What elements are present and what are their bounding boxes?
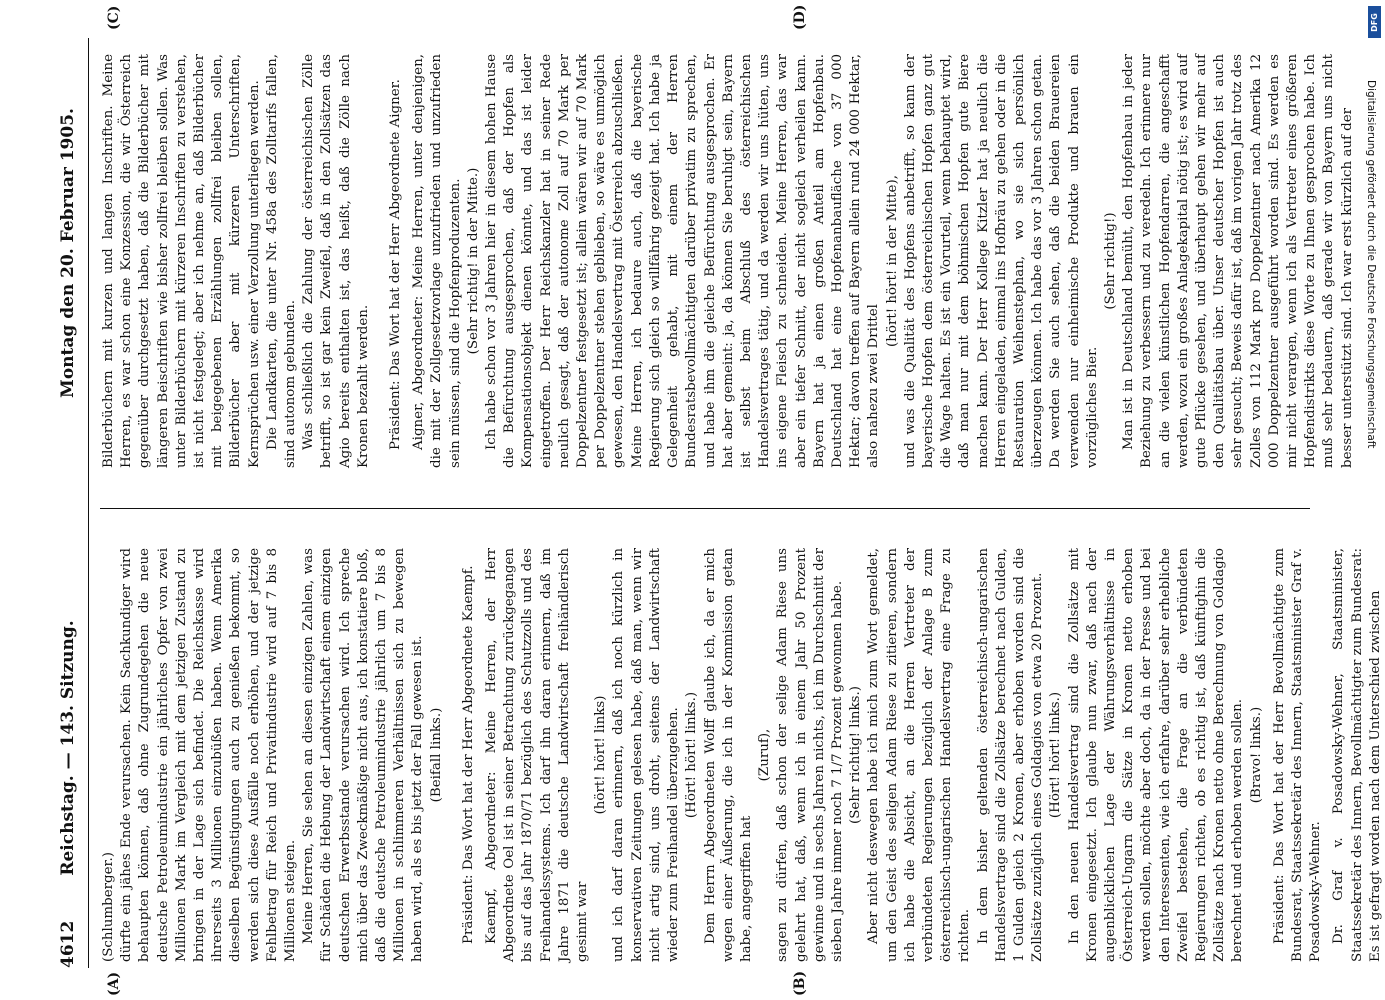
- interjection: (Bravo! links.): [1248, 706, 1264, 804]
- interjection: (Sehr richtig!): [1102, 212, 1118, 310]
- paragraph: Dem Herrn Abgeordneten Wolff glaube ich, da er mich wegen einer Äußerung, die ich in der Kommission getan habe, angegriffen hat: [702, 548, 754, 962]
- speaker-reference: (Schlumberger.): [101, 852, 116, 962]
- paragraph: dürfte ein jähes Ende verursachen. Kein Sachkundiger wird behaupten können, daß ohne Zugrundegehen die neue deutsche Petroleumindustrie ein jährliches Opfer von zwei Millionen Mark im Vergleich mit dem jetzigen Zustand zu bringen in der Lage sich befindet. Die Reichskasse wird ihrerseits 3 Millionen einzubüßen haben. Wenn Amerika dieselben Begünstigungen auch zu genießen bekommt, so werden sich diese Ausfälle noch erhöhen, und der jetzige Fehlbetrag für Reich und Privatindustrie wird auf 7 bis 8 Millionen steigen.: [119, 548, 299, 962]
- interjection: (Sehr richtig! links.): [848, 686, 864, 824]
- speaker-paragraph: Präsident: Das Wort hat der Herr Abgeordnete Aigner.: [388, 79, 404, 450]
- left-column: [100, 548, 1383, 962]
- margin-mark-d: (D): [792, 4, 808, 30]
- paragraph: Bilderbüchern mit kurzen und langen Inschriften. Meine Herren, es war schon eine Konzession, die wir Österreich gegenüber durchgesetzt haben, daß die Bilderbücher mit längeren Beischriften wie bisher zollfrei bleiben sollen. Was unter Bilderbüchern mit kürzeren Inschriften zu verstehen, ist nicht festgelegt; aber ich nehme an, daß Bilderbücher mit beigegebenen Erzählungen zollfrei bleiben sollen, Bilderbücher aber mit kürzeren Unterschriften, Kernsprüchen usw. einer Verzollung unterliegen werden.: [101, 54, 262, 468]
- session-date: Montag den 20. Februar 1905.: [58, 108, 78, 398]
- interjection: (Hört! hört! links.): [684, 691, 700, 819]
- speaker-paragraph: Aigner, Abgeordneter: Meine Herren, unter denjenigen, die mit der Zollgesetzvorlage unzufrieden und unzufrieden sein müssen, sind die Hopfenproduzenten.: [411, 54, 463, 468]
- paragraph: Aber nicht deswegen habe ich mich zum Wort gemeldet, um den Geist des seligen Adam Riese zu zitieren, sondern ich habe die Absicht, an die Herren Vertreter der verbündeten Regierungen bezüglich der Anlage B zum österreichisch-ungarischen Handelsvertrag eine Frage zu richten.: [866, 548, 973, 962]
- interjection: (Hört! hört! links.): [1048, 691, 1064, 819]
- speaker-paragraph: Dr. Graf v. Posadowsky-Wehner, Staatsminister, Staatssekretär des Innern, Bevollmächtigter zum Bundesrat: Es ist gefragt worden nach dem Unterschied zwischen: [1331, 548, 1383, 962]
- digitization-note: Digitalisierung gefördert durch die Deutsche Forschungsgemeinschaft: [1365, 80, 1377, 449]
- digitization-footer: [1355, 40, 1383, 980]
- interjection: (Beifall links.): [428, 707, 444, 803]
- column-divider: [100, 508, 1310, 509]
- paragraph: sagen zu dürfen, daß schon der selige Adam Riese uns gelehrt hat, daß, wenn ich in einem Jahr 50 Prozent gewinne und in sechs Jahren nichts, ich im Durchschnitt der sieben Jahre immer noch 7 1/7 Prozent gewonnen habe.: [775, 548, 845, 962]
- interjection: (hört! hört! links): [593, 695, 609, 815]
- speaker-paragraph: Präsident: Das Wort hat der Herr Bevollmächtigte zum Bundesrat, Staatssekretär des Innern, Staatsminister Graf v. Posadowsky-Wehner.: [1271, 548, 1324, 962]
- paragraph: In den neuen Handelsvertrag sind die Zollsätze mit Kronen eingesetzt. Ich glaube nun zwar, daß nach der augenblicklichen Lage der Währungsverhältnisse in Österreich-Ungarn die Sätze in Kronen netto erhoben werden sollen, möchte aber doch, da in der Presse und bei den Interessenten, wie ich erfahre, darüber sehr erhebliche Zweifel bestehen, die Frage an die verbündeten Regierungen richten, ob es richtig ist, daß künftighin die Zollsätze nach Kronen netto ohne Berechnung von Goldagio berechnet und erhoben werden sollen.: [1066, 548, 1246, 962]
- paragraph: Die Landkarten, die unter Nr. 458a des Zolltarifs fallen, sind autonom gebunden.: [264, 54, 299, 468]
- paragraph: Ich habe schon vor 3 Jahren hier in diesem hohen Hause die Befürchtung ausgesprochen, daß der Hopfen als Kompensationsobjekt dienen könnte, und das ist leider eingetroffen. Der Herr Reichskanzler hat in seiner Rede neulich gesagt, daß der autonome Zoll auf 70 Mark per Doppelzentner festgesetzt ist; allein wären wir auf 70 Mark per Doppelzentner stehen geblieben, so wäre es unmöglich gewesen, den Handelsvertrag mit Österreich abzuschließen. Meine Herren, ich bedaure auch, daß die bayerische Regierung sich gleich so willfährig gezeigt hat. Ich habe ja Gelegenheit gehabt, mit einem der Herren Bundesratsbevollmächtigten darüber privatim zu sprechen, und habe ihm die gleiche Befürchtung ausgesprochen. Er hat aber gemeint: ja, da können Sie beruhigt sein, Bayern ist selbst beim Abschluß des österreichischen Handelsvertrages tätig, und da werden wir uns hüten, uns ins eigene Fleisch zu schneiden. Meine Herren, das war aber ein tiefer Schnitt, der nicht sogleich verheilen kann. Bayern hat ja einen großen Anteil am Hopfenbau. Deutschland hat eine Hopfenanbaufläche von 37 000 Hektar; davon treffen auf Bayern allein rund 24 000 Hektar, also nahezu zwei Drittel: [484, 54, 882, 468]
- paragraph: In dem bisher geltenden österreichisch-ungarischen Handelsvertrage sind die Zollsätze berechnet nach Gulden, 1 Gulden gleich 2 Kronen, aber erhoben worden sind die Zollsätze zuzüglich eines Goldagios von etwa 20 Prozent.: [975, 548, 1046, 962]
- speaker-paragraph: Kaempf, Abgeordneter: Meine Herren, der Herr Abgeordnete Oel ist in seiner Betrachtung zurückgegangen bis auf das Jahr 1870/71 bezüglich des Schutzzolls und des Freihandelssystems. Ich darf ihn daran erinnern, daß im Jahre 1871 die deutsche Landwirtschaft freihändlerisch gesinnt war: [484, 548, 591, 962]
- dfg-logo: [1368, 6, 1381, 38]
- margin-mark-b: (B): [792, 970, 808, 996]
- interjection: (Sehr richtig! in der Mitte.): [465, 167, 481, 355]
- session-title: Reichstag. — 143. Sitzung.: [58, 620, 78, 876]
- paragraph: und ich darf daran erinnern, daß ich noch kürzlich in konservativen Zeitungen gelesen habe, daß man, wenn wir nicht artig sind, uns droht, seitens der Landwirtschaft wieder zum Freihandel überzugehen.: [611, 548, 682, 962]
- dfg-logo-text: DFG: [1370, 12, 1380, 32]
- interjection: (hört! hört! in der Mitte),: [884, 175, 900, 347]
- paragraph: Meine Herren, Sie sehen an diesen einzigen Zahlen, was für Schäden die Hebung der Landwirtschaft einem einzigen deutschen Erwerbsstande verursachen wird. Ich spreche mich über das Zweckmäßige nicht aus, ich konstatiere bloß, daß die deutsche Petroleumindustrie jährlich um 7 bis 8 Millionen in schlimmeren Verhältnissen sich zu bewegen haben wird, als es bis jetzt der Fall gewesen ist.: [301, 548, 426, 962]
- paragraph: Man ist in Deutschland bemüht, den Hopfenbau in jeder Beziehung zu verbessern und zu veredeln. Ich erinnere nur an die vielen künstlichen Hopfendarren, die angeschafft werden, wozu ein großes Anlagekapital nötig ist; es wird auf gute Pflücke gesehen, und überhaupt gehen wir mehr auf den Qualitätsbau über. Unser deutscher Hopfen ist auch sehr gesucht; Beweis dafür ist, daß im vorigen Jahr trotz des Zolles von 112 Mark pro Doppelzentner nach Amerika 12 000 Doppelzentner ausgeführt worden sind. Es werden es mir nicht verargen, wenn ich als Vertreter eines größeren Hopfendistrikts diese Worte zu Ihnen gesprochen habe. Ich muß sehr bedauern, daß gerade wir von Bayern uns nicht besser unterstützt sind. Ich war erst kürzlich auf der: [1121, 54, 1355, 468]
- interjection: (Zuruf),: [757, 728, 773, 782]
- page-header: [52, 38, 89, 968]
- margin-mark-c: (C): [106, 5, 122, 30]
- paragraph: Was schließlich die Zahlung der österreichischen Zölle betrifft, so ist gar kein Zweifel, daß in den Zollsätzen das Agio bereits enthalten ist, das heißt, daß die Zölle nach Kronen bezahlt werden.: [301, 54, 371, 468]
- page-number: 4612: [58, 920, 78, 968]
- margin-mark-a: (A): [106, 971, 122, 996]
- speaker-paragraph: Präsident: Das Wort hat der Herr Abgeordnete Kaempf.: [460, 565, 476, 944]
- paragraph: und was die Qualität des Hopfens anbetrifft, so kann der bayerische Hopfen dem österreichischen Hopfen ganz gut die Wage halten. Es ist ein Vorurteil, wenn behauptet wird, daß man nur mit dem böhmischen Hopfen gute Biere machen kann. Der Herr Kollege Kitzler hat ja neulich die Herren eingeladen, einmal ins Hofbräu zu gehen oder in die Restauration Weihenstephan, wo sie sich persönlich überzeugen können. Ich habe das vor 3 Jahren schon getan. Da werden Sie auch sehen, daß die beiden Brauereien verwenden nur einheimische Produkte und brauen ein vorzügliches Bier.: [902, 54, 1100, 468]
- right-column: [100, 54, 1355, 468]
